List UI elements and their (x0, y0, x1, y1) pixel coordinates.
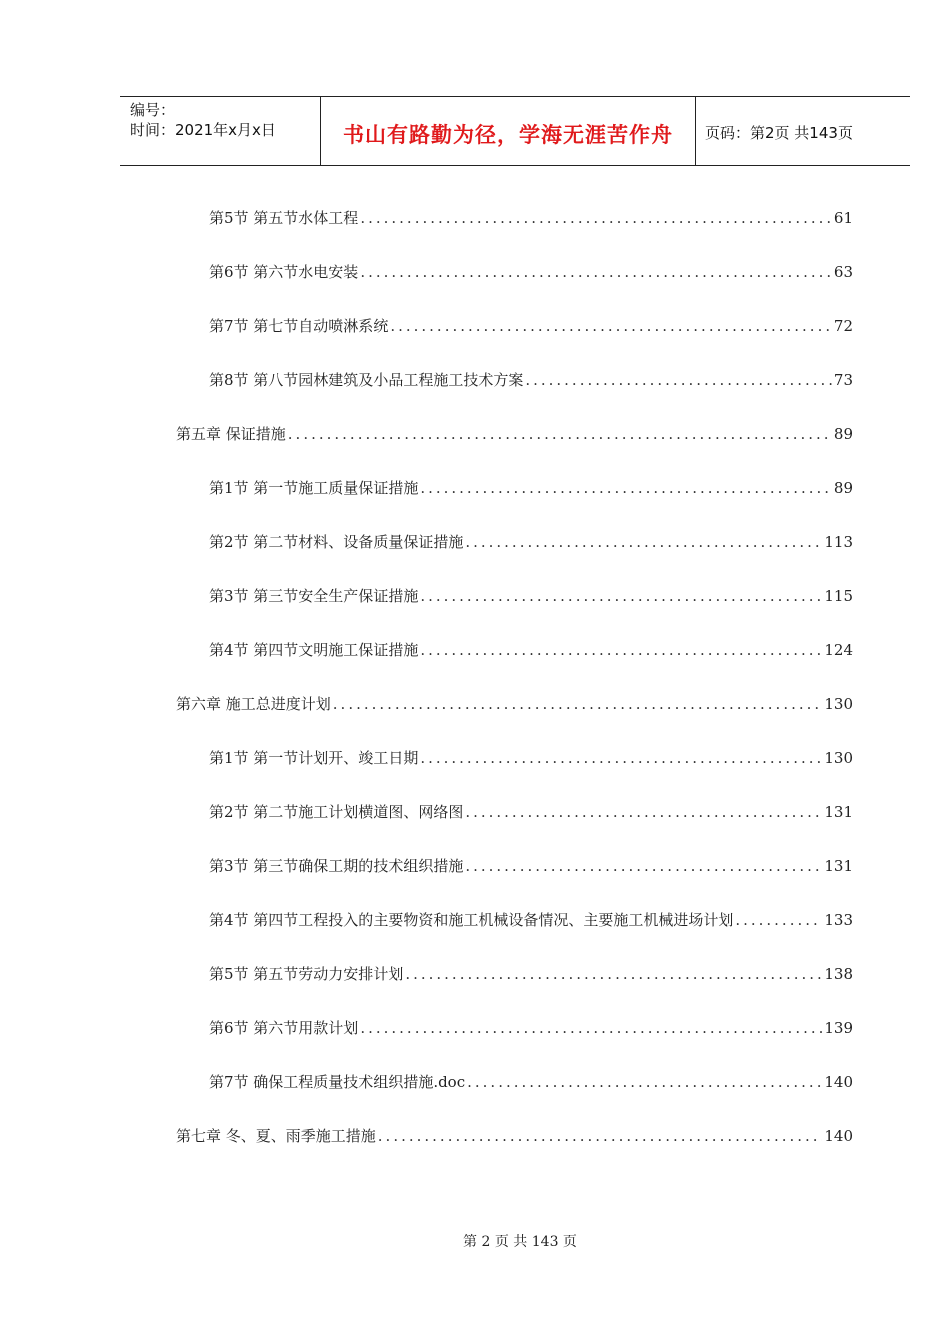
toc-entry-page-number: 63 (833, 263, 853, 281)
toc-entry-page-number: 139 (824, 1019, 853, 1037)
toc-entry-label: 第五章 保证措施 (176, 425, 286, 443)
toc-entry-page-number: 113 (824, 533, 853, 551)
toc-dot-leader (360, 1019, 822, 1037)
toc-entry-page-number: 72 (833, 317, 853, 335)
toc-entry-label: 第8节 第八节园林建筑及小品工程施工技术方案 (209, 371, 524, 389)
toc-dot-leader (420, 587, 822, 605)
header-page-cell (695, 97, 910, 165)
toc-entry-page-number: 138 (824, 965, 853, 983)
header-page-info: 页码：第2页 共143页 (705, 124, 853, 142)
toc-entry-label: 第3节 第三节确保工期的技术组织措施 (209, 857, 464, 875)
toc-entry-label: 第七章 冬、夏、雨季施工措施 (176, 1127, 376, 1145)
toc-chapter-entry[interactable] (176, 1125, 853, 1149)
toc-entry-page-number: 73 (833, 371, 853, 389)
toc-entry-label: 第1节 第一节计划开、竣工日期 (209, 749, 419, 767)
toc-entry-page-number: 115 (824, 587, 853, 605)
toc-section-entry[interactable] (209, 315, 853, 339)
toc-section-entry[interactable] (209, 207, 853, 231)
toc-entry-label: 第5节 第五节水体工程 (209, 209, 359, 227)
toc-dot-leader (360, 209, 832, 227)
toc-entry-label: 第5节 第五节劳动力安排计划 (209, 965, 404, 983)
toc-entry-page-number: 131 (824, 803, 853, 821)
header-meta-cell (120, 97, 320, 165)
toc-entry-page-number: 140 (824, 1127, 853, 1145)
toc-section-entry[interactable] (209, 477, 853, 501)
toc-entry-label: 第7节 确保工程质量技术组织措施.doc (209, 1073, 466, 1091)
toc-section-entry[interactable] (209, 909, 853, 933)
toc-section-entry[interactable] (209, 1071, 853, 1095)
toc-dot-leader (378, 1127, 823, 1145)
toc-entry-label: 第4节 第四节文明施工保证措施 (209, 641, 419, 659)
toc-entry-label: 第六章 施工总进度计划 (176, 695, 331, 713)
toc-entry-page-number: 89 (833, 425, 853, 443)
toc-dot-leader (467, 1073, 822, 1091)
toc-section-entry[interactable] (209, 747, 853, 771)
toc-entry-label: 第7节 第七节自动喷淋系统 (209, 317, 389, 335)
toc-dot-leader (333, 695, 823, 713)
toc-dot-leader (288, 425, 832, 443)
toc-dot-leader (735, 911, 822, 929)
toc-entry-label: 第4节 第四节工程投入的主要物资和施工机械设备情况、主要施工机械进场计划 (209, 911, 734, 929)
toc-section-entry[interactable] (209, 801, 853, 825)
toc-entry-page-number: 130 (824, 749, 853, 767)
toc-entry-label: 第6节 第六节用款计划 (209, 1019, 359, 1037)
toc-entry-page-number: 130 (824, 695, 853, 713)
toc-entry-page-number: 124 (824, 641, 853, 659)
toc-dot-leader (465, 533, 822, 551)
toc-dot-leader (465, 803, 822, 821)
toc-dot-leader (420, 641, 822, 659)
header-motto-cell (320, 97, 696, 165)
toc-dot-leader (390, 317, 832, 335)
toc-section-entry[interactable] (209, 369, 853, 393)
toc-chapter-entry[interactable] (176, 693, 853, 717)
toc-entry-page-number: 133 (824, 911, 853, 929)
toc-section-entry[interactable] (209, 963, 853, 987)
toc-dot-leader (420, 479, 832, 497)
toc-section-entry[interactable] (209, 585, 853, 609)
toc-entry-page-number: 131 (824, 857, 853, 875)
toc-entry-label: 第2节 第二节材料、设备质量保证措施 (209, 533, 464, 551)
toc-dot-leader (420, 749, 822, 767)
toc-section-entry[interactable] (209, 531, 853, 555)
document-time-label: 时间：2021年x月x日 (130, 121, 276, 139)
toc-entry-label: 第3节 第三节安全生产保证措施 (209, 587, 419, 605)
toc-entry-page-number: 140 (824, 1073, 853, 1091)
toc-dot-leader (360, 263, 832, 281)
toc-dot-leader (525, 371, 832, 389)
toc-entry-page-number: 89 (833, 479, 853, 497)
toc-section-entry[interactable] (209, 261, 853, 285)
toc-section-entry[interactable] (209, 639, 853, 663)
toc-section-entry[interactable] (209, 855, 853, 879)
toc-entry-label: 第1节 第一节施工质量保证措施 (209, 479, 419, 497)
toc-entry-label: 第2节 第二节施工计划横道图、网络图 (209, 803, 464, 821)
toc-entry-page-number: 61 (833, 209, 853, 227)
toc-dot-leader (465, 857, 822, 875)
page-footer: 第 2 页 共 143 页 (463, 1234, 577, 1250)
toc-chapter-entry[interactable] (176, 423, 853, 447)
toc-entry-label: 第6节 第六节水电安装 (209, 263, 359, 281)
motto-text: 书山有路勤为径，学海无涯苦作舟 (343, 123, 673, 147)
document-number-label: 编号： (130, 101, 176, 119)
toc-dot-leader (405, 965, 822, 983)
toc-section-entry[interactable] (209, 1017, 853, 1041)
page-header (120, 96, 910, 166)
